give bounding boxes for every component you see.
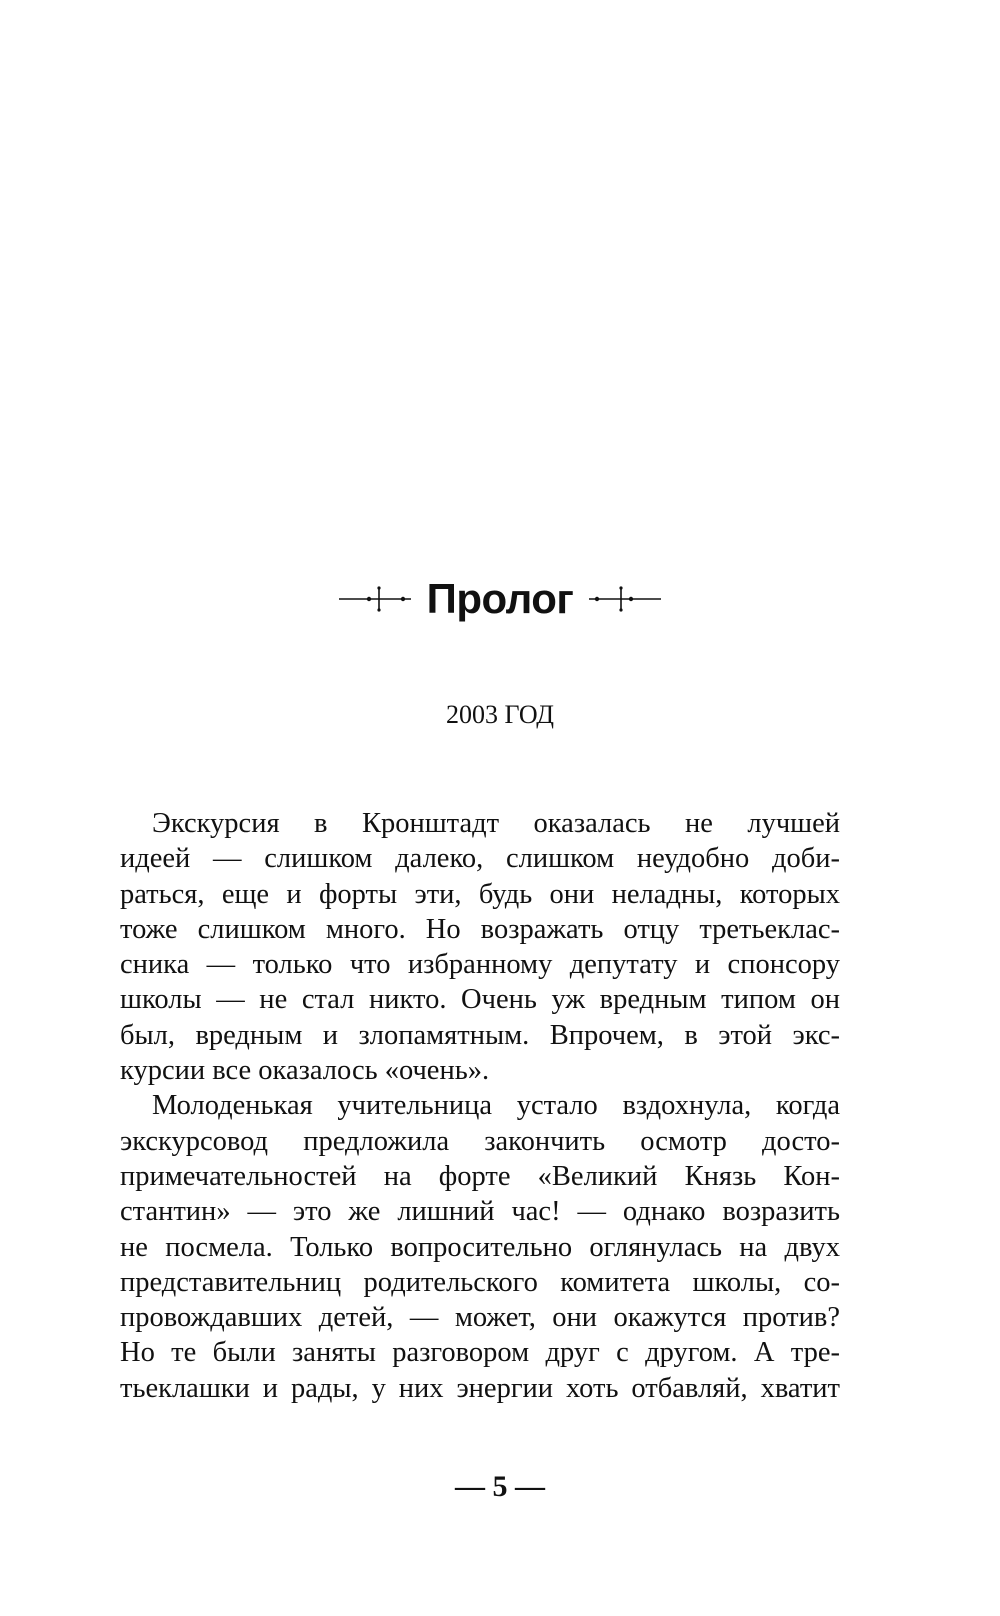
cross-ornament-icon: [587, 584, 663, 614]
text-line: провождавших детей, — может, они окажутся против?: [120, 1302, 840, 1334]
text-line: раться, еще и форты эти, будь они неладны, которых: [120, 878, 840, 910]
text-line: не посмела. Только вопросительно оглянулась на двух: [120, 1231, 840, 1263]
chapter-heading: [0, 575, 1000, 622]
text-line: школы — не стал никто. Очень уж вредным типом он: [120, 984, 840, 1016]
text-line: был, вредным и злопамятным. Впрочем, в этой экс-: [120, 1019, 840, 1051]
text-line: тьеклашки и рады, у них энергии хоть отбавляй, хватит: [120, 1372, 840, 1404]
cross-ornament-icon: [337, 584, 413, 614]
text-line: тоже слишком много. Но возражать отцу третьеклас-: [120, 913, 840, 945]
chapter-title: Пролог: [426, 575, 574, 622]
text-line: примечательностей на форте «Великий Князь Кон-: [120, 1160, 840, 1192]
text-line: Молоденькая учительница устало вздохнула, когда: [152, 1090, 840, 1122]
text-line: Но те были заняты разговором друг с другом. А тре-: [120, 1337, 840, 1369]
paragraph: [120, 806, 840, 1088]
paragraph: [120, 1088, 840, 1406]
text-line: идеей — слишком далеко, слишком неудобно доби-: [120, 843, 840, 875]
text-line: курсии все оказалось «очень».: [120, 1055, 490, 1087]
text-line: представительниц родительского комитета школы, со-: [120, 1266, 840, 1298]
chapter-year: 2003 ГОД: [445, 700, 555, 729]
text-line: сника — только что избранному депутату и спонсору: [120, 949, 840, 981]
body-text: [120, 806, 840, 1406]
page-number: — 5 —: [455, 1470, 545, 1503]
text-line: экскурсовод предложила закончить осмотр досто-: [120, 1125, 840, 1157]
text-line: Экскурсия в Кронштадт оказалась не лучшей: [152, 808, 840, 839]
text-line: стантин» — это же лишний час! — однако возразить: [120, 1196, 840, 1228]
